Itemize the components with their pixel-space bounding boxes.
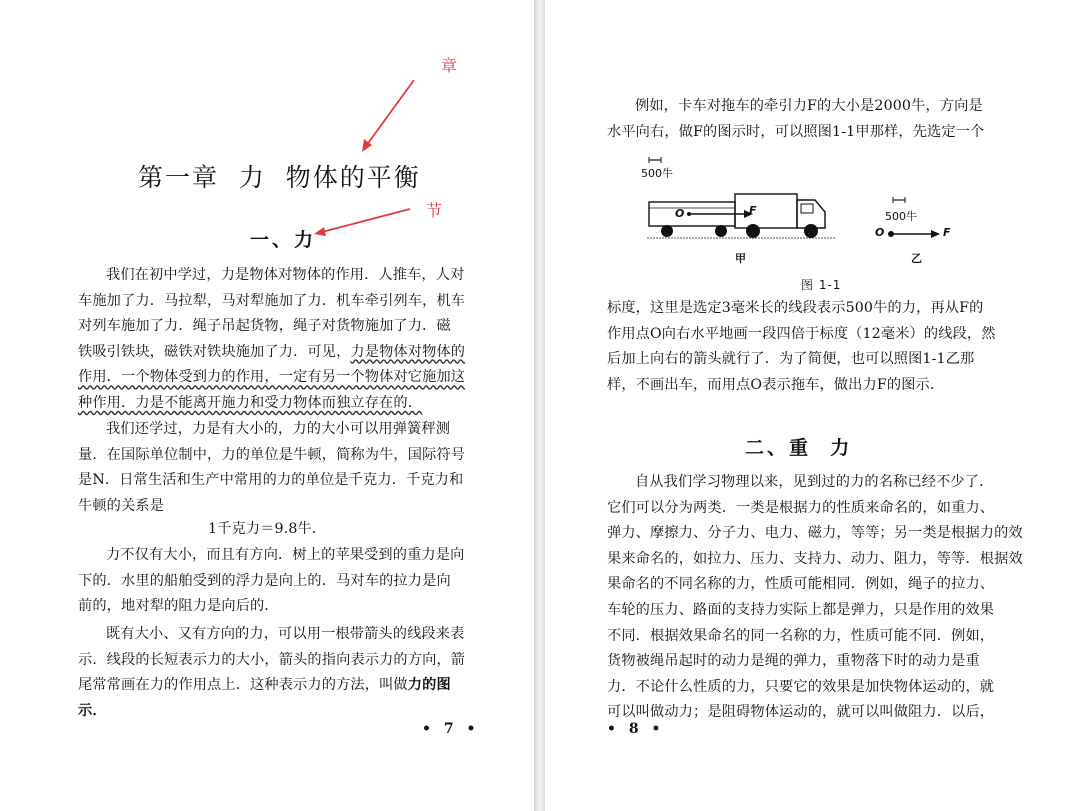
truck-wheel bbox=[746, 224, 760, 238]
label-f: F bbox=[749, 204, 757, 217]
section-title-gravity: 二、重 力 bbox=[745, 437, 853, 459]
label-f-b: F bbox=[943, 226, 951, 239]
label-o-b: O bbox=[875, 226, 885, 239]
annotation-chapter-label: 章 bbox=[441, 56, 458, 75]
truck-diagram bbox=[635, 150, 975, 275]
paragraph-gravity: 自从我们学习物理以来，见到过的力的名称已经不少了． 它们可以分为两类．一类是根据力的性质来命名的，如重力、 弹力、摩擦力、分子力、电力、磁力，等等；另一类是根据力的效 果来命名的，如拉力、压力、支持力、动力、阻力，等等．根据效 果命名的不同名称的力，性质可能相同．例如，绳子的拉力、 车轮的压力、路面的支持力实际上都是弹力，只是作用的效果 不同．根据效果命名的同一名称的力，性质可能不同．例如， 货物被绳吊起时的动力是绳的弹力，重物落下时的动力是重 力．不论什么性质的力，只要它的效果是加快物体运动的，就 可以叫做动力；是阻碍物体运动的，就可以叫做阻力．以后， bbox=[607, 474, 1023, 721]
paragraph-1: 我们在初中学过，力是物体对物体的作用．人推车，人对 车施加了力．马拉犁，马对犁施加了力．机车牵引列车，机车 对列车施加了力．绳子吊起货物，绳子对货物施加了力．磁 铁吸引铁块，磁铁对铁块施加了力．可见，力是物体对物体的 作用．一个物体受到力的作用，一定有另一个物体对它施加这 种作用．力是不能离开施力和受力物体而独立存在的． bbox=[78, 267, 466, 411]
label-jia: 甲 bbox=[735, 252, 746, 265]
section-arrow-line bbox=[322, 209, 410, 232]
chapter-arrow-line bbox=[366, 80, 414, 146]
trailer-wheel bbox=[661, 225, 673, 237]
section-title: 一、力 bbox=[250, 229, 317, 251]
trailer-wheel bbox=[715, 225, 727, 237]
annotation-section-label: 节 bbox=[426, 201, 443, 220]
paragraph-4: 既有大小、又有方向的力，可以用一根带箭头的线段来表 示．线段的长短表示力的大小，箭头的指向表示力的方向，箭 尾常常画在力的作用点上．这种表示力的方法，叫做力的图 示． bbox=[78, 626, 466, 719]
truck-wheel bbox=[804, 224, 818, 238]
chapter-title: 第一章 力 物体的平衡 bbox=[138, 163, 421, 192]
scale-label-b: 500牛 bbox=[885, 210, 917, 223]
paragraph-scale: 标度，这里是选定3毫米长的线段表示500牛的力，再从F的 作用点O向右水平地画一段四倍于标度（12毫米）的线段，然 后加上向右的箭头就行了．为了简便，也可以照图1-1乙那 样，不画出车，而用点O表示拖车，做出力F的图示． bbox=[607, 300, 996, 393]
paragraph-example: 例如，卡车对拖车的牵引力F的大小是2000牛，方向是 水平向右，做F的图示时，可以照图1-1甲那样，先选定一个 bbox=[607, 98, 985, 140]
right-page bbox=[545, 0, 1080, 811]
label-o: O bbox=[675, 207, 685, 220]
annotation-arrows bbox=[0, 0, 534, 260]
book-gutter bbox=[534, 0, 545, 811]
paragraph-3: 力不仅有大小，而且有方向．树上的苹果受到的重力是向 下的．水里的船舶受到的浮力是向上的．马对车的拉力是向 前的，地对犁的阻力是向后的． bbox=[78, 547, 465, 615]
page-number-left: • 7 • bbox=[422, 721, 480, 737]
left-page bbox=[0, 0, 534, 811]
figure-1-1 bbox=[635, 150, 975, 300]
figure-caption: 图 1-1 bbox=[801, 278, 842, 292]
scale-label-a: 500牛 bbox=[641, 167, 673, 180]
paragraph-2: 我们还学过，力是有大小的，力的大小可以用弹簧秤测 量．在国际单位制中，力的单位是牛顿，简称为牛，国际符号 是N．日常生活和生产中常用的力的单位是千克力．千克力和 牛顿的关系是 bbox=[78, 421, 466, 514]
page-number-right: • 8 • bbox=[607, 721, 665, 737]
formula: 1千克力＝9.8牛． bbox=[208, 521, 327, 537]
label-yi: 乙 bbox=[911, 252, 922, 265]
